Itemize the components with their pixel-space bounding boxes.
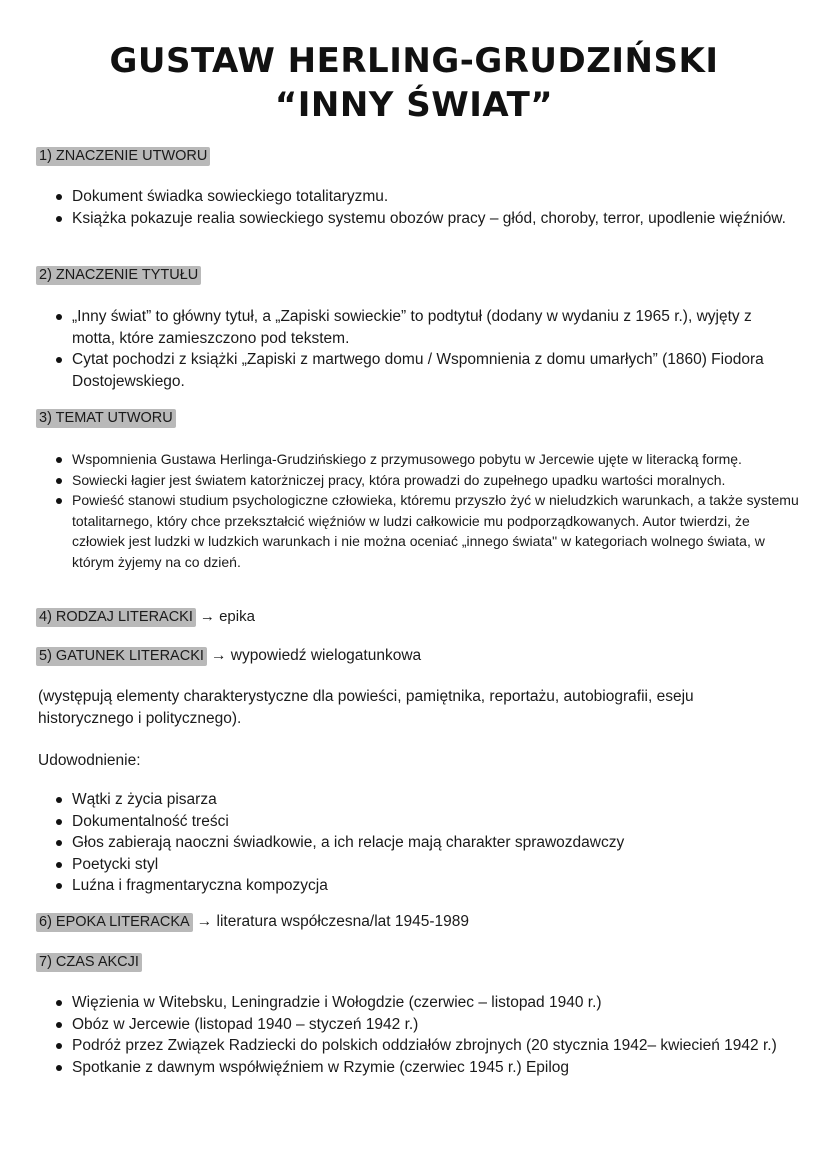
- page-title-line-2: “INNY ŚWIAT”: [274, 85, 554, 125]
- section-1-heading: [36, 148, 210, 164]
- section-7-heading-label: 7) CZAS AKCJI: [36, 953, 142, 972]
- section-4-heading-label: 4) RODZAJ LITERACKI: [36, 608, 196, 627]
- section-5-proof-label: Udowodnienie:: [38, 752, 141, 769]
- section-5-note: (występują elementy charakterystyczne dla powieści, pamiętnika, reportażu, autobiografii, eseju historycznego i politycznego).: [38, 688, 694, 727]
- section-3-heading: [36, 410, 176, 426]
- section-3-list: [38, 449, 802, 572]
- list-item: Luźna i fragmentaryczna kompozycja: [38, 875, 792, 897]
- list-item: Spotkanie z dawnym współwięźniem w Rzymie (czerwiec 1945 r.) Epilog: [38, 1057, 792, 1079]
- section-5-heading: [36, 647, 421, 665]
- section-2-list: [38, 306, 792, 392]
- section-4-heading: [36, 608, 255, 625]
- list-item: Dokument świadka sowieckiego totalitaryzmu.: [38, 186, 792, 208]
- list-item: Poetycki styl: [38, 854, 792, 876]
- section-2-heading-label: 2) ZNACZENIE TYTUŁU: [36, 266, 201, 285]
- section-4-value: → epika: [199, 608, 255, 625]
- section-6-heading: [36, 913, 469, 931]
- section-6-value: → literatura współczesna/lat 1945-1989: [196, 913, 469, 930]
- list-item: Wspomnienia Gustawa Herlinga-Grudzińskiego z przymusowego pobytu w Jercewie ujęte w literacką formę.: [38, 449, 802, 470]
- list-item: Więzienia w Witebsku, Leningradzie i Wołogdzie (czerwiec – listopad 1940 r.): [38, 992, 792, 1014]
- list-item: Głos zabierają naoczni świadkowie, a ich relacje mają charakter sprawozdawczy: [38, 832, 792, 854]
- list-item: Obóz w Jercewie (listopad 1940 – styczeń 1942 r.): [38, 1014, 792, 1036]
- list-item: Wątki z życia pisarza: [38, 789, 792, 811]
- section-2-heading: [36, 267, 201, 283]
- section-7-list: [38, 992, 792, 1078]
- list-item: Podróż przez Związek Radziecki do polskich oddziałów zbrojnych (20 stycznia 1942– kwiecień 1942 r.): [38, 1035, 792, 1057]
- section-5-list: [38, 789, 792, 897]
- list-item: Dokumentalność treści: [38, 811, 792, 833]
- section-5-heading-label: 5) GATUNEK LITERACKI: [36, 647, 207, 666]
- section-5-value: → wypowiedź wielogatunkowa: [210, 647, 422, 664]
- list-item: Książka pokazuje realia sowieckiego systemu obozów pracy – głód, choroby, terror, upodlenie więźniów.: [38, 208, 792, 230]
- section-3-heading-label: 3) TEMAT UTWORU: [36, 409, 176, 428]
- section-1-heading-label: 1) ZNACZENIE UTWORU: [36, 147, 210, 166]
- list-item: „Inny świat” to główny tytuł, a „Zapiski sowieckie” to podtytuł (dodany w wydaniu z 1965 r.), wyjęty z motta, które zamieszczono pod tekstem.: [38, 306, 792, 349]
- list-item: Cytat pochodzi z książki „Zapiski z martwego domu / Wspomnienia z domu umarłych” (1860) Fiodora Dostojewskiego.: [38, 349, 792, 392]
- page-title-line-1: GUSTAW HERLING-GRUDZIŃSKI: [109, 41, 719, 81]
- section-7-heading: [36, 954, 142, 970]
- section-6-heading-label: 6) EPOKA LITERACKA: [36, 913, 193, 932]
- list-item: Powieść stanowi studium psychologiczne człowieka, któremu przyszło żyć w nieludzkich warunkach, a także systemu totalitarnego, który chce przekształcić więźniów w ludzi całkowicie mu podporządkowanych. Autor twierdzi, że człowiek jest ludzki w ludzkich warunkach i nie można oceniać „innego świata" w kategoriach wolnego świata, w którym żyjemy na co dzień.: [38, 490, 802, 572]
- section-1-list: [38, 186, 792, 229]
- list-item: Sowiecki łagier jest światem katorżniczej pracy, która prowadzi do zupełnego upadku wartości moralnych.: [38, 470, 802, 491]
